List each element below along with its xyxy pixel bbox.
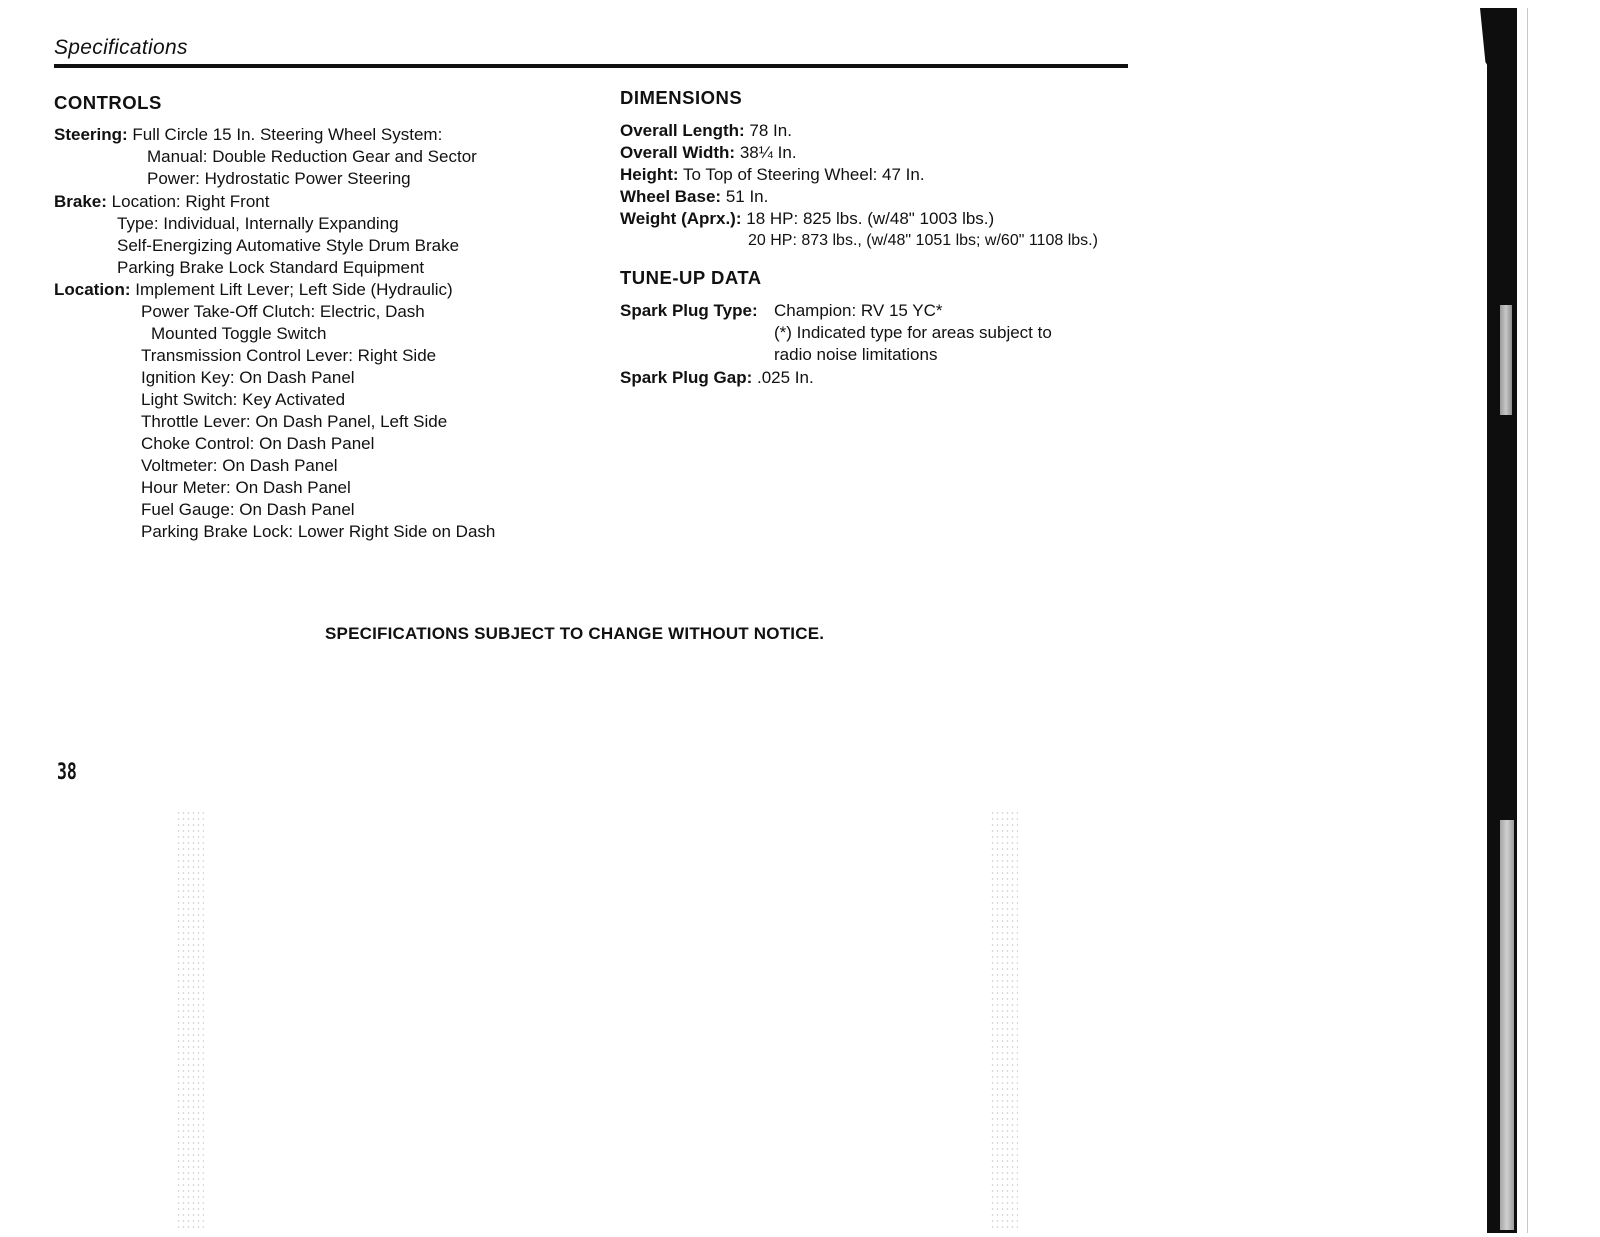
brake-drum: Self-Energizing Automative Style Drum Brake <box>117 236 460 255</box>
location-ignition: Ignition Key: On Dash Panel <box>141 368 355 387</box>
weight-label: Weight (Aprx.): <box>620 209 742 228</box>
dimension-row <box>620 164 925 186</box>
dimension-row <box>620 208 994 230</box>
spark-plug-type-label: Spark Plug Type: <box>620 301 758 320</box>
spark-plug-type-value: Champion: RV 15 YC* <box>774 301 943 320</box>
change-notice: SPECIFICATIONS SUBJECT TO CHANGE WITHOUT NOTICE. <box>325 624 825 643</box>
scan-speckle-left <box>176 810 204 1230</box>
location-choke: Choke Control: On Dash Panel <box>141 434 375 453</box>
wheel-base-label: Wheel Base: <box>620 187 722 206</box>
location-lift-lever: Implement Lift Lever; Left Side (Hydraulic) <box>135 280 453 299</box>
location-pto-clutch: Power Take-Off Clutch: Electric, Dash <box>141 302 425 321</box>
steering-label: Steering: <box>54 125 128 144</box>
location-transmission: Transmission Control Lever: Right Side <box>141 346 437 365</box>
brake-location: Location: Right Front <box>111 192 270 211</box>
spark-plug-type-row <box>620 300 758 322</box>
scan-edge-gray-upper <box>1500 305 1512 415</box>
location-row <box>54 279 453 301</box>
overall-length-label: Overall Length: <box>620 121 745 140</box>
height-label: Height: <box>620 165 679 184</box>
location-label: Location: <box>54 280 131 299</box>
header-rule <box>54 64 1128 68</box>
overall-width-value: 38¼ In. <box>739 143 797 162</box>
brake-row <box>54 191 269 213</box>
steering-power: Power: Hydrostatic Power Steering <box>147 169 411 188</box>
brake-type: Type: Individual, Internally Expanding <box>117 214 399 233</box>
spark-plug-note: (*) Indicated type for areas subject to <box>774 323 1052 342</box>
height-value: To Top of Steering Wheel: 47 In. <box>682 165 925 184</box>
page-title: Specifications <box>54 36 188 59</box>
scan-speckle-right <box>990 810 1018 1230</box>
location-parking-brake-lock: Parking Brake Lock: Lower Right Side on Dash <box>141 522 496 541</box>
controls-heading: CONTROLS <box>54 92 162 113</box>
weight-value-18hp: 18 HP: 825 lbs. (w/48" 1003 lbs.) <box>746 209 995 228</box>
brake-parking: Parking Brake Lock Standard Equipment <box>117 258 425 277</box>
spark-plug-gap-row <box>620 367 814 389</box>
location-fuel-gauge: Fuel Gauge: On Dash Panel <box>141 500 355 519</box>
location-light-switch: Light Switch: Key Activated <box>141 390 346 409</box>
steering-manual: Manual: Double Reduction Gear and Sector <box>147 147 477 166</box>
scan-edge-line <box>1527 8 1528 1233</box>
steering-value: Full Circle 15 In. Steering Wheel System: <box>132 125 443 144</box>
spark-plug-gap-label: Spark Plug Gap: <box>620 368 753 387</box>
tuneup-heading: TUNE-UP DATA <box>620 267 762 288</box>
dimension-row <box>620 186 768 208</box>
spark-plug-gap-value: .025 In. <box>756 368 814 387</box>
dimension-row <box>620 120 792 142</box>
location-voltmeter: Voltmeter: On Dash Panel <box>141 456 338 475</box>
spark-plug-note-cont: radio noise limitations <box>774 345 938 364</box>
page-number: 38 <box>57 760 77 785</box>
brake-label: Brake: <box>54 192 107 211</box>
location-hour-meter: Hour Meter: On Dash Panel <box>141 478 351 497</box>
steering-row <box>54 124 442 146</box>
location-toggle-switch: Mounted Toggle Switch <box>151 324 327 343</box>
location-throttle: Throttle Lever: On Dash Panel, Left Side <box>141 412 448 431</box>
weight-value-20hp: 20 HP: 873 lbs., (w/48" 1051 lbs; w/60" 1108 lbs.) <box>748 232 1098 249</box>
overall-width-label: Overall Width: <box>620 143 736 162</box>
dimensions-heading: DIMENSIONS <box>620 87 743 108</box>
dimension-row <box>620 142 797 164</box>
overall-length-value: 78 In. <box>749 121 792 140</box>
wheel-base-value: 51 In. <box>725 187 769 206</box>
scan-edge-gray-lower <box>1500 820 1514 1230</box>
